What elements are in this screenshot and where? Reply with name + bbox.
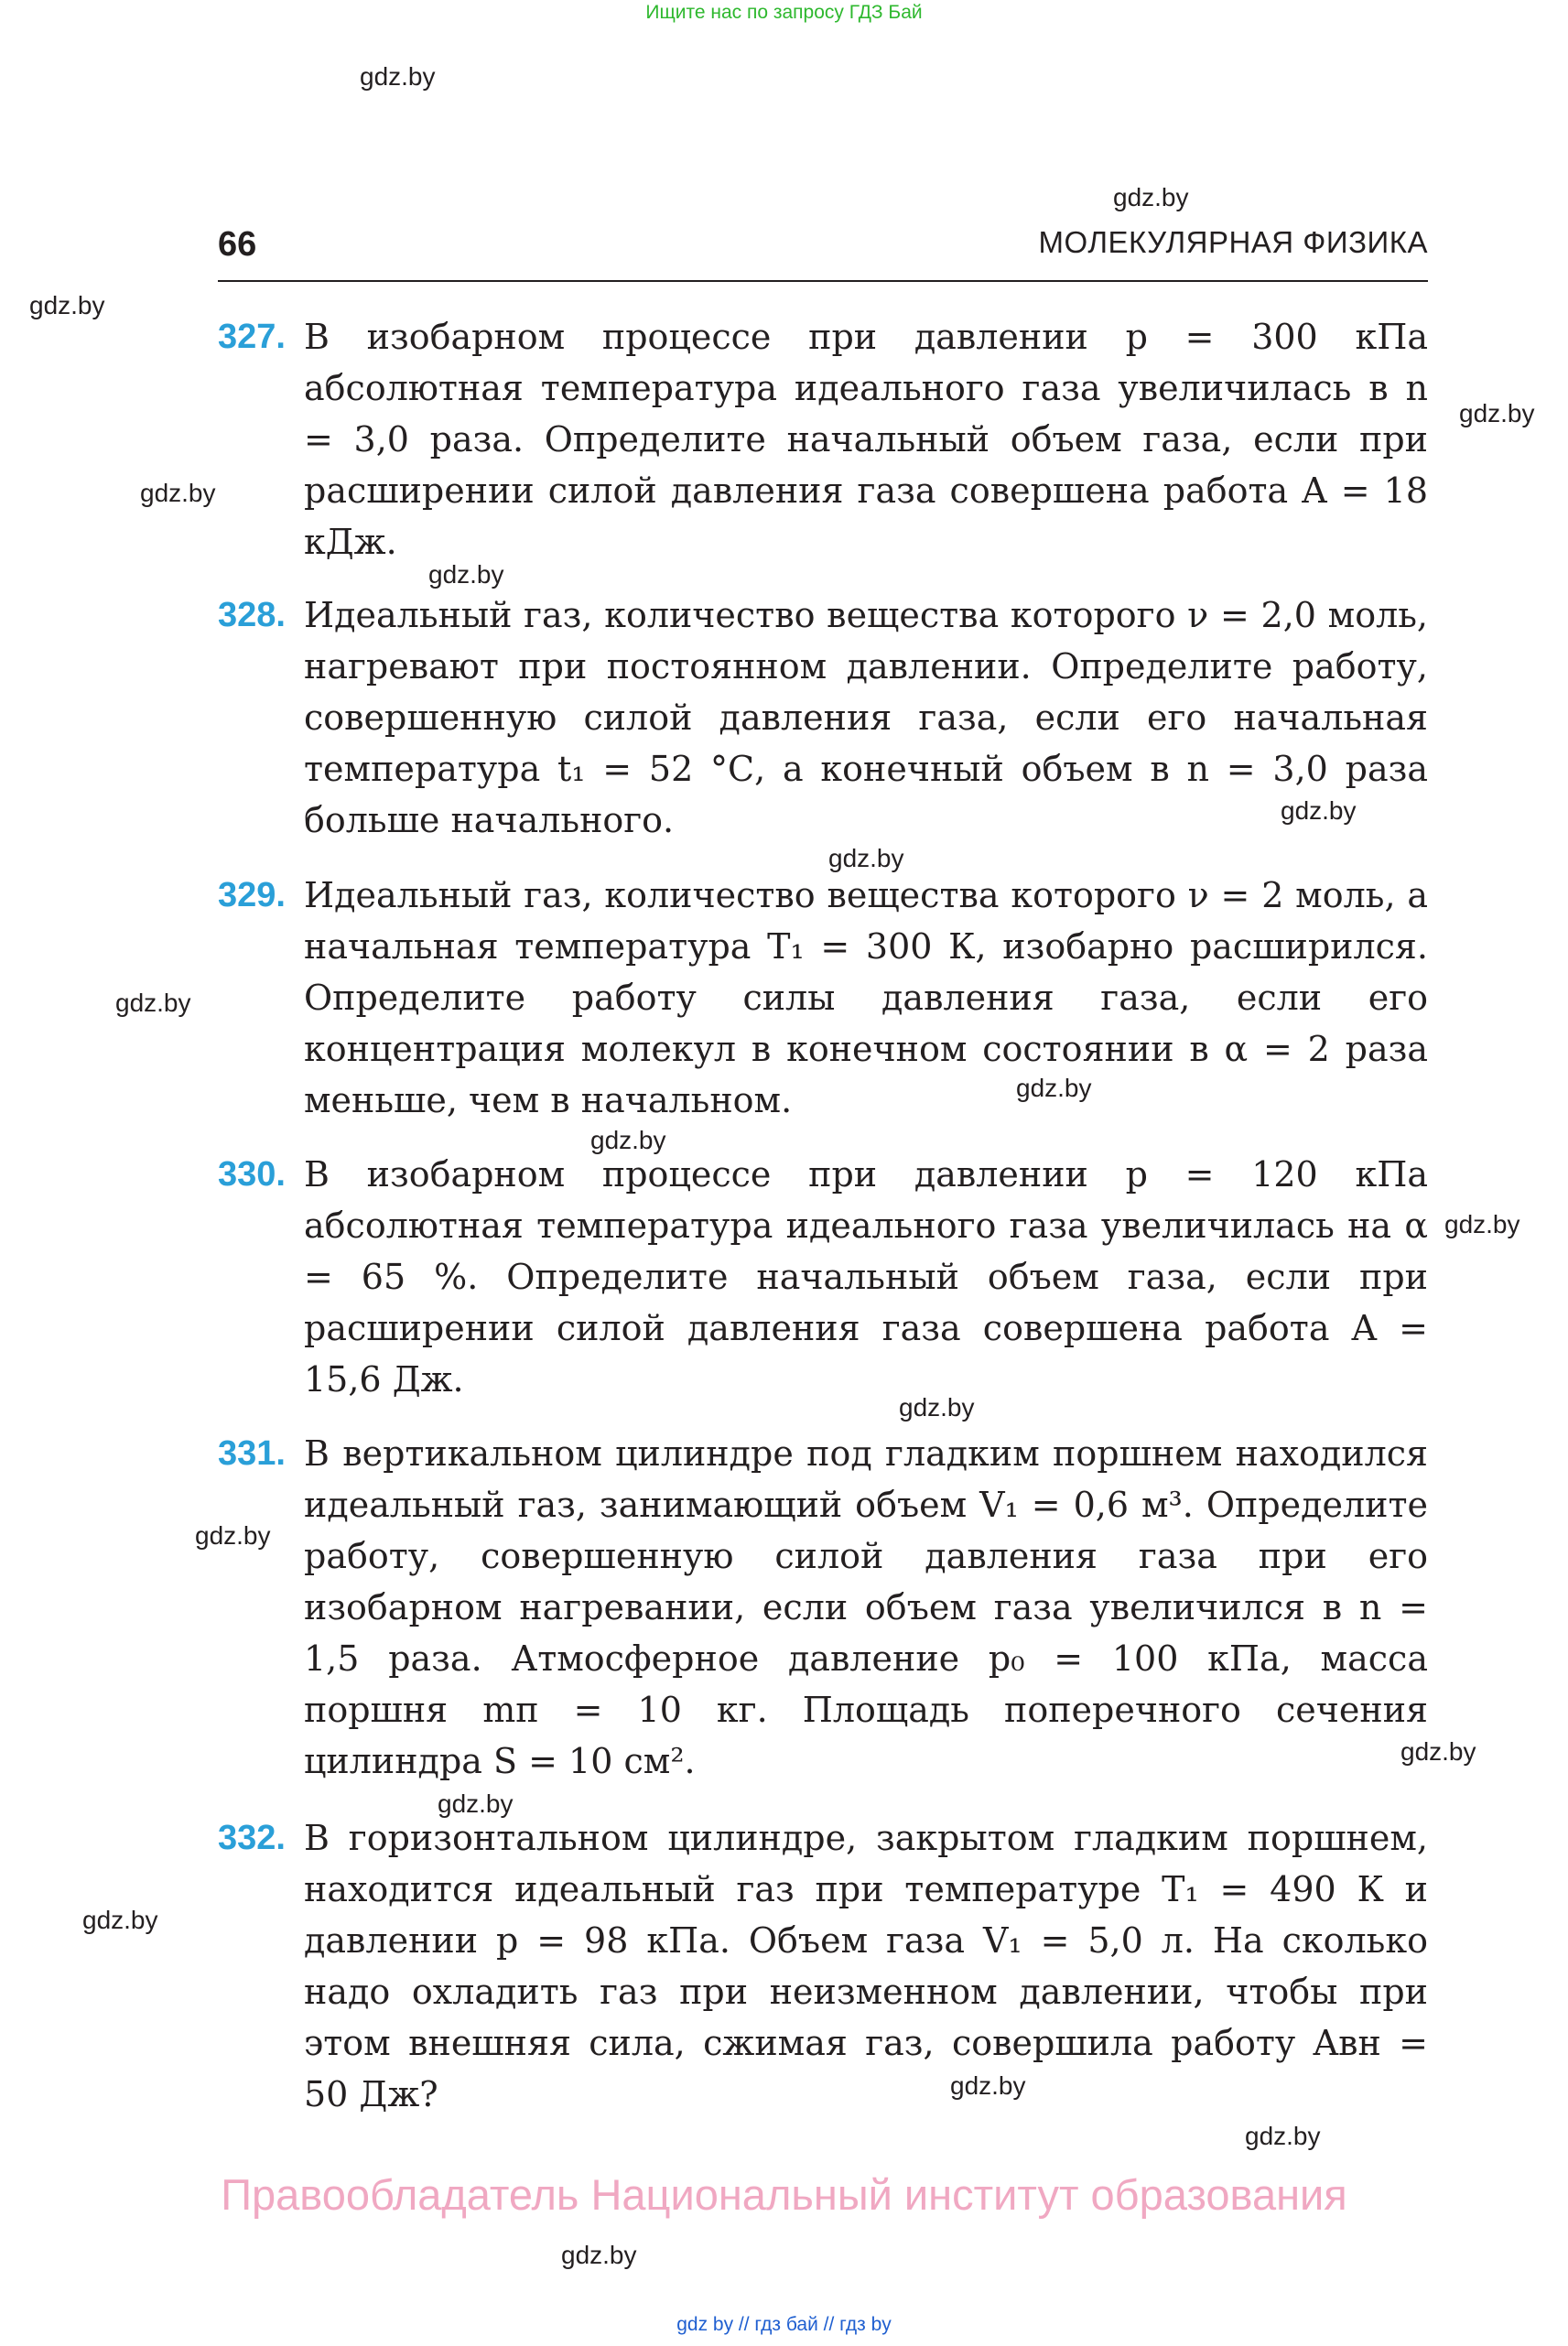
watermark: gdz.by: [1016, 1074, 1092, 1102]
problem-number: 332.: [218, 1819, 286, 1857]
problem-number: 328.: [218, 596, 286, 634]
watermark: gdz.by: [1281, 796, 1357, 825]
problem-text: В вертикальном цилиндре под гладким поршнем находился идеальный газ, занимающий объем V₁ = 0,6 м³. Определите работу, совершенную силой давления газа при его изобарном нагревании, если объем газа увеличился в n = 1,5 раза. Атмосферное давление p₀ = 100 кПа, масса поршня mп = 10 кг. Площадь поперечного сечения цилиндра S = 10 см².: [304, 1433, 1428, 1781]
watermark: gdz.by: [1400, 1737, 1476, 1766]
top-banner[interactable]: Ищите нас по запросу ГДЗ Бай: [645, 2, 923, 23]
watermark: gdz.by: [950, 2071, 1026, 2100]
problem-number: 329.: [218, 876, 286, 914]
watermark: gdz.by: [82, 1906, 158, 1934]
watermark: gdz.by: [590, 1126, 666, 1154]
watermark: gdz.by: [899, 1393, 975, 1422]
watermark: gdz.by: [360, 62, 436, 91]
watermark: gdz.by: [561, 2241, 637, 2269]
watermark: gdz.by: [115, 989, 191, 1017]
watermark: gdz.by: [1113, 183, 1189, 211]
bottom-links[interactable]: gdz by // гдз бай // гдз by: [676, 2314, 892, 2335]
problem-number: 327.: [218, 318, 286, 356]
copyright-notice: Правообладатель Национальный институт образования: [221, 2170, 1347, 2219]
problem-text: В изобарном процессе при давлении p = 120 кПа абсолютная температура идеального газа увеличилась на α = 65 %. Определите начальный объем газа, если при расширении силой давления газа совершена работа A = 15,6 Дж.: [304, 1154, 1428, 1400]
problem-number: 331.: [218, 1434, 286, 1473]
problem-text: В горизонтальном цилиндре, закрытом гладким поршнем, находится идеальный газ при температуре T₁ = 490 К и давлении p = 98 кПа. Объем газа V₁ = 5,0 л. На сколько надо охладить газ при неизменном давлении, чтобы при этом внешняя сила, сжимая газ, совершила работу Aвн = 50 Дж?: [304, 1818, 1428, 2114]
watermark: gdz.by: [438, 1789, 514, 1818]
page-header: [218, 225, 1428, 282]
page-number: 66: [218, 225, 257, 264]
problem-text: Идеальный газ, количество вещества которого ν = 2,0 моль, нагревают при постоянном давлении. Определите работу, совершенную силой давления газа, если его начальная температура t₁ = 52 °С, а конечный объем в n = 3,0 раза больше начального.: [304, 595, 1428, 840]
problem-text: Идеальный газ, количество вещества которого ν = 2 моль, а начальная температура T₁ = 300 К, изобарно расширился. Определите работу силы давления газа, если его концентрация молекул в конечном состоянии в α = 2 раза меньше, чем в начальном.: [304, 875, 1428, 1120]
problem-text: В изобарном процессе при давлении p = 300 кПа абсолютная температура идеального газа увеличилась в n = 3,0 раза. Определите начальный объем газа, если при расширении силой давления газа совершена работа A = 18 кДж.: [304, 317, 1428, 562]
problem-number: 330.: [218, 1155, 286, 1194]
watermark: gdz.by: [1459, 399, 1535, 427]
watermark: gdz.by: [29, 291, 105, 319]
watermark: gdz.by: [195, 1521, 271, 1550]
watermark: gdz.by: [1245, 2122, 1321, 2150]
watermark: gdz.by: [828, 844, 904, 872]
section-title: МОЛЕКУЛЯРНАЯ ФИЗИКА: [1038, 225, 1428, 259]
watermark: gdz.by: [428, 560, 504, 589]
watermark: gdz.by: [1444, 1210, 1520, 1238]
watermark: gdz.by: [140, 479, 216, 507]
